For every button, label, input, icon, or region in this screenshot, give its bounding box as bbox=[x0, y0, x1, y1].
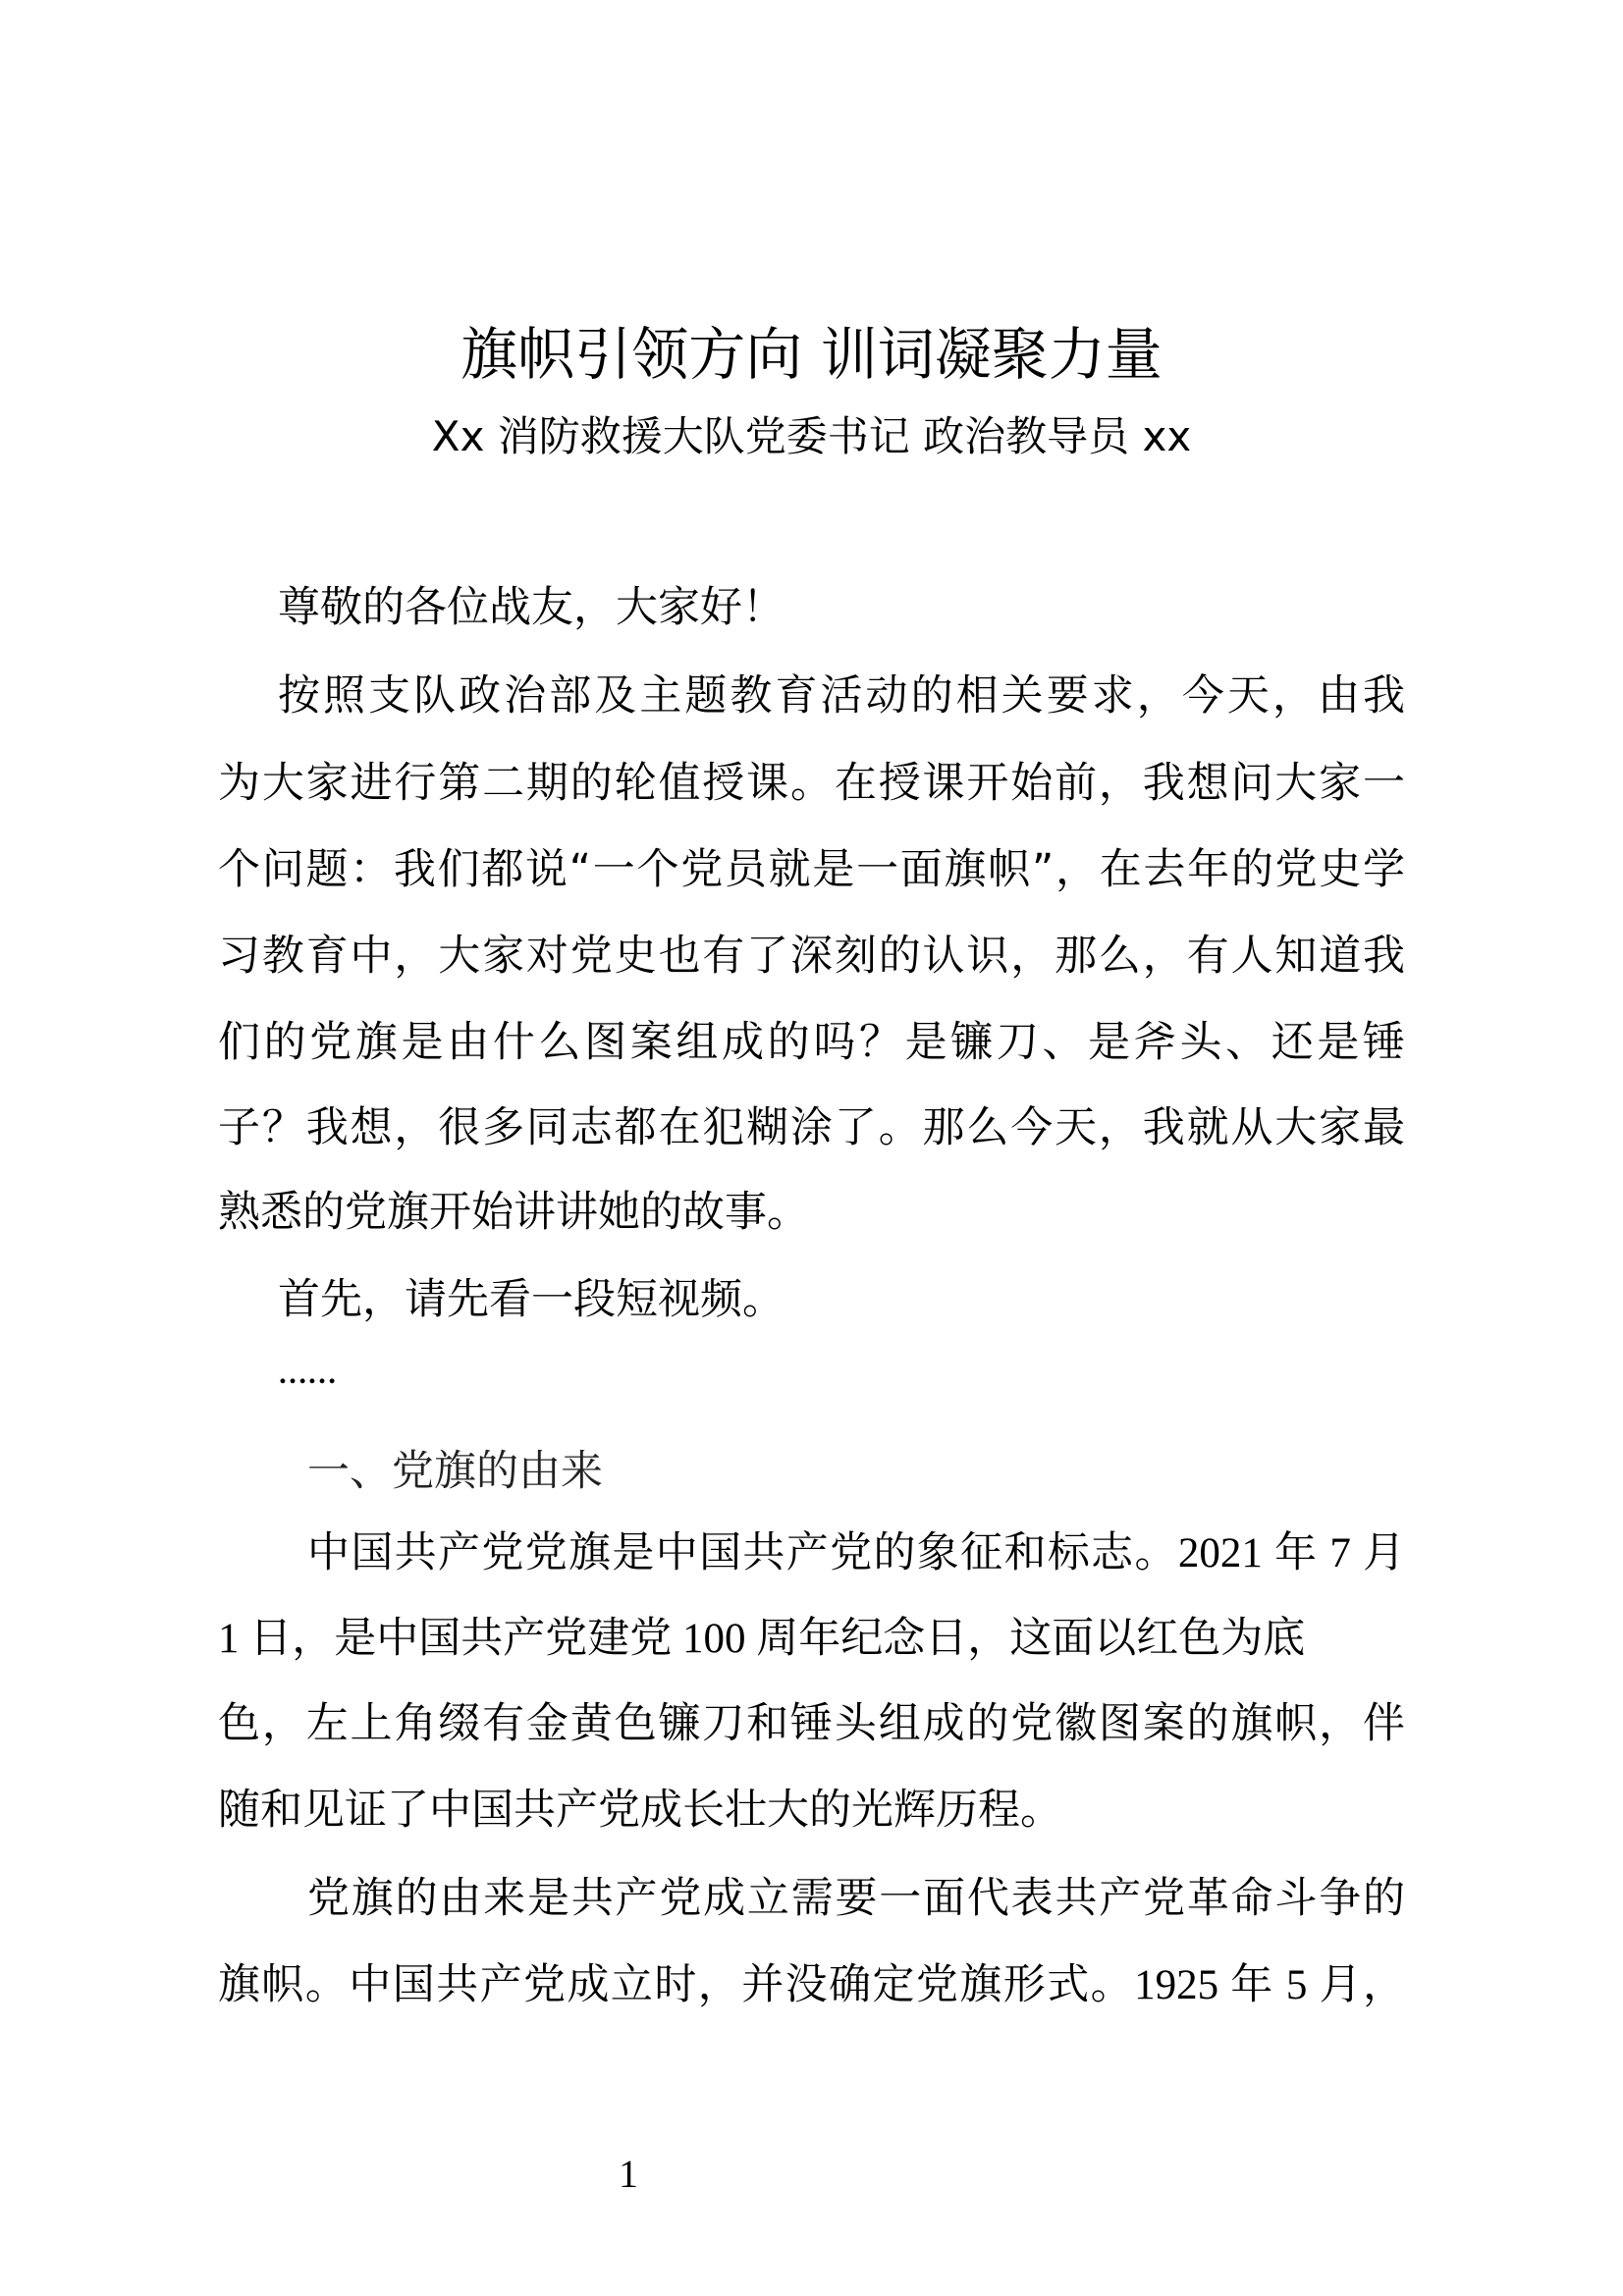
paragraph-line: 中国共产党党旗是中国共产党的象征和标志。2021 年 7 月 bbox=[307, 1530, 1405, 1576]
document-title: 旗帜引领方向 训词凝聚力量 bbox=[460, 321, 1163, 388]
paragraph-line: 党旗的由来是共产党成立需要一面代表共产党革命斗争的 bbox=[307, 1876, 1405, 1922]
paragraph-line: 们的党旗是由什么图案组成的吗？是镰刀、是斧头、还是锤 bbox=[218, 1018, 1405, 1067]
paragraph-line: 熟悉的党旗开始讲讲她的故事。 bbox=[218, 1188, 809, 1237]
document-subtitle: Xx 消防救援大队党委书记 政治教导员 xx bbox=[431, 412, 1192, 460]
page-number: 1 bbox=[619, 2152, 638, 2196]
paragraph-line: 个问题：我们都说“一个党员就是一面旗帜”，在去年的党史学 bbox=[218, 845, 1405, 894]
paragraph-line: 旗帜。中国共产党成立时，并没确定党旗形式。1925 年 5 月， bbox=[218, 1962, 1405, 2008]
paragraph-line: 为大家进行第二期的轮值授课。在授课开始前，我想问大家一 bbox=[218, 759, 1405, 808]
paragraph-line: 随和见证了中国共产党成长壮大的光辉历程。 bbox=[218, 1788, 1062, 1834]
paragraph-line: 色，左上角缀有金黄色镰刀和锤头组成的党徽图案的旗帜，伴 bbox=[218, 1701, 1405, 1747]
section-heading: 一、党旗的由来 bbox=[307, 1449, 603, 1495]
paragraph-line: 1 日，是中国共产党建党 100 周年纪念日，这面以红色为底 bbox=[218, 1616, 1306, 1662]
paragraph-line: 习教育中，大家对党史也有了深刻的认识，那么，有人知道我 bbox=[218, 932, 1405, 981]
paragraph-line: 子？我想，很多同志都在犯糊涂了。那么今天，我就从大家最 bbox=[218, 1103, 1405, 1152]
paragraph-line: 按照支队政治部及主题教育活动的相关要求，今天，由我 bbox=[278, 671, 1405, 721]
paragraph-line: 首先，请先看一段短视频。 bbox=[278, 1275, 784, 1324]
greeting: 尊敬的各位战友，大家好！ bbox=[278, 583, 784, 632]
ellipsis: …… bbox=[278, 1358, 337, 1390]
